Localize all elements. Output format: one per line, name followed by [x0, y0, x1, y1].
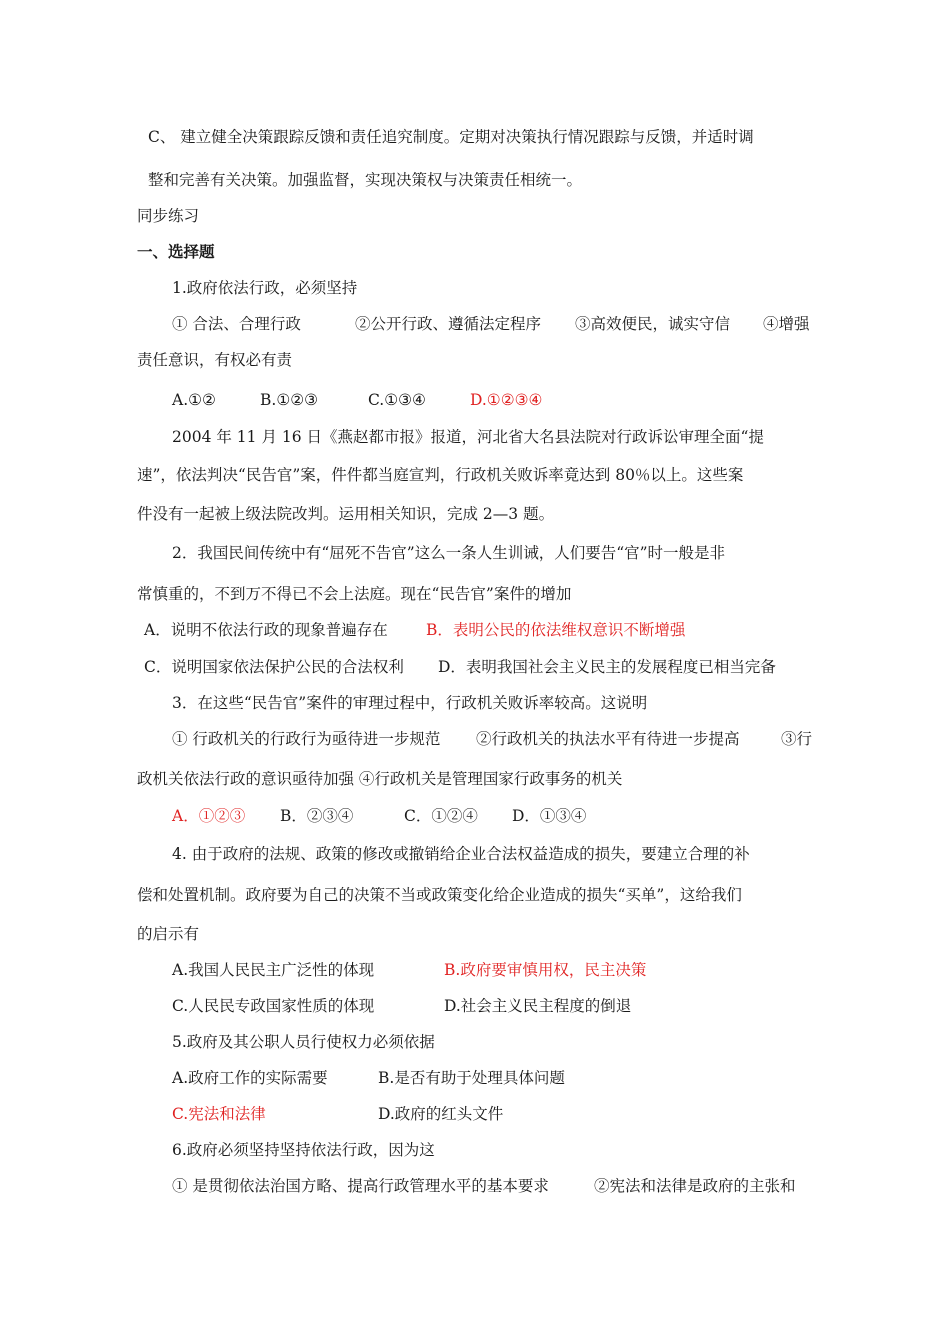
q6-item-2: ②宪法和法律是政府的主张和 — [594, 1177, 796, 1195]
q1-option-c: C.①③④ — [368, 391, 426, 409]
section-heading-choice: 一、选择题 — [137, 242, 215, 261]
q3-item-2: ②行政机关的执法水平有待进一步提高 — [476, 730, 740, 748]
q1-option-a: A.①② — [172, 391, 216, 409]
q3-option-a-answer: A．①②③ — [172, 807, 246, 825]
q1-stem: 1.政府依法行政，必须坚持 — [172, 279, 358, 297]
q1-option-b: B.①②③ — [260, 391, 319, 409]
q2-option-a: A．说明不依法行政的现象普遍存在 — [144, 621, 388, 639]
q1-item-2: ②公开行政、遵循法定程序 — [355, 315, 542, 333]
material-line-1: 2004 年 11 月 16 日《燕赵都市报》报道，河北省大名县法院对行政诉讼审理全面“提 — [172, 428, 764, 446]
paragraph-c-line-2: 整和完善有关决策。加强监督，实现决策权与决策责任相统一。 — [148, 171, 583, 189]
q4-option-a: A.我国人民民主广泛性的体现 — [172, 961, 375, 979]
q5-option-b: B.是否有助于处理具体问题 — [378, 1069, 565, 1087]
q3-option-c: C．①②④ — [404, 807, 478, 825]
q4-stem-line-3: 的启示有 — [137, 925, 200, 943]
q4-option-d: D.社会主义民主程度的倒退 — [444, 997, 632, 1015]
q3-item-3: ③行 — [781, 730, 813, 748]
q5-option-a: A.政府工作的实际需要 — [172, 1069, 328, 1087]
q2-option-b-answer: B．表明公民的依法维权意识不断增强 — [426, 621, 686, 639]
q4-stem-line-1: 4. 由于政府的法规、政策的修改或撤销给企业合法权益造成的损失，要建立合理的补 — [172, 845, 750, 863]
q4-option-c: C.人民民专政国家性质的体现 — [172, 997, 375, 1015]
paragraph-c-line-1: C、 建立健全决策跟踪反馈和责任追究制度。定期对决策执行情况跟踪与反馈，并适时调 — [148, 128, 754, 146]
q1-option-d-answer: D.①②③④ — [470, 391, 543, 409]
q3-item-continuation: 政机关依法行政的意识亟待加强 ④行政机关是管理国家行政事务的机关 — [137, 770, 623, 788]
q1-item-4: ④增强 — [763, 315, 810, 333]
material-line-3: 件没有一起被上级法院改判。运用相关知识，完成 2—3 题。 — [137, 505, 555, 523]
q6-stem: 6.政府必须坚持坚持依法行政，因为这 — [172, 1141, 435, 1159]
q2-stem-line-1: 2．我国民间传统中有“屈死不告官”这么一条人生训诫，人们要告“官”时一般是非 — [172, 544, 726, 562]
q5-stem: 5.政府及其公职人员行使权力必须依据 — [172, 1033, 435, 1051]
q1-item-continuation: 责任意识，有权必有责 — [137, 351, 293, 369]
q2-option-c: C．说明国家依法保护公民的合法权利 — [144, 658, 404, 676]
section-heading-sync-practice: 同步练习 — [137, 207, 200, 225]
q4-stem-line-2: 偿和处置机制。政府要为自己的决策不当或政策变化给企业造成的损失“买单”，这给我们 — [137, 886, 742, 904]
q4-option-b-answer: B.政府要审慎用权，民主决策 — [444, 961, 647, 979]
material-line-2: 速”，依法判决“民告官”案，件件都当庭宣判，行政机关败诉率竟达到 80％以上。这些案 — [137, 466, 744, 484]
q3-item-1: ① 行政机关的行政行为亟待进一步规范 — [172, 730, 441, 748]
q2-stem-line-2: 常慎重的，不到万不得已不会上法庭。现在“民告官”案件的增加 — [137, 585, 572, 603]
q5-option-d: D.政府的红头文件 — [378, 1105, 504, 1123]
q1-item-3: ③高效便民，诚实守信 — [575, 315, 731, 333]
q6-item-1: ① 是贯彻依法治国方略、提高行政管理水平的基本要求 — [172, 1177, 549, 1195]
q3-option-d: D．①③④ — [512, 807, 587, 825]
q1-item-1: ① 合法、合理行政 — [172, 315, 301, 333]
q3-option-b: B．②③④ — [280, 807, 354, 825]
q3-stem: 3．在这些“民告官”案件的审理过程中，行政机关败诉率较高。这说明 — [172, 694, 648, 712]
q5-option-c-answer: C.宪法和法律 — [172, 1105, 266, 1123]
q2-option-d: D．表明我国社会主义民主的发展程度已相当完备 — [438, 658, 776, 676]
